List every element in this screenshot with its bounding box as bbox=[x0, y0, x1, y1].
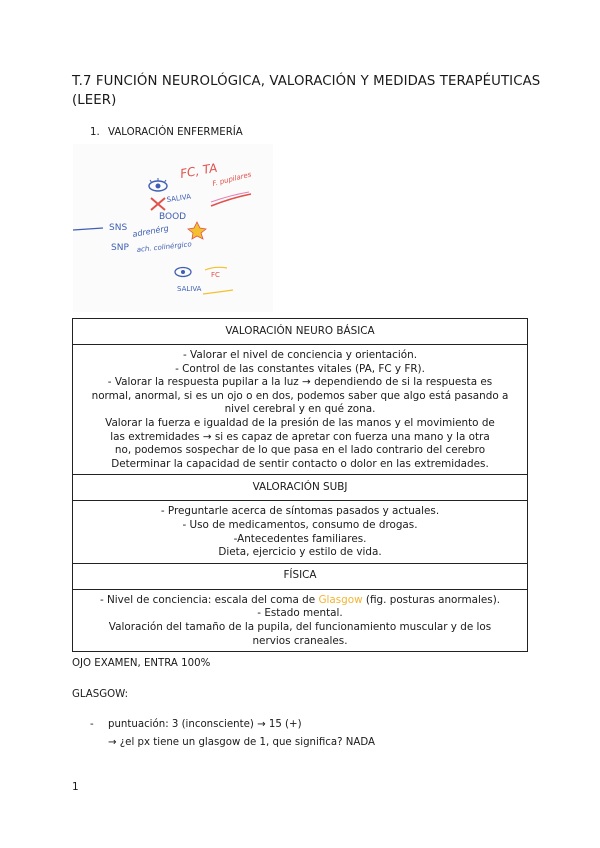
section-title: VALORACIÓN ENFERMERÍA bbox=[108, 127, 243, 138]
section-heading bbox=[90, 126, 243, 140]
table-header-subj: VALORACIÓN SUBJ bbox=[73, 475, 528, 501]
sketch-label-snp: SNP bbox=[111, 243, 129, 253]
glasgow-highlight: Glasgow bbox=[318, 593, 363, 606]
table-line: normal, anormal, si es un ojo o en dos, podemos saber que algo está pasando a bbox=[91, 389, 509, 402]
table-line: - Control de las constantes vitales (PA, FC y FR). bbox=[175, 362, 425, 375]
table-line: Determinar la capacidad de sentir contacto o dolor en las extremidades. bbox=[111, 457, 489, 470]
sketch-label-fc-bottom: FC bbox=[211, 271, 220, 279]
table-line: Valoración del tamaño de la pupila, del funcionamiento muscular y de los bbox=[108, 620, 492, 633]
table-line: nervios craneales. bbox=[252, 634, 348, 647]
fisica-line1-pre: - Nivel de conciencia: escala del coma de bbox=[99, 593, 319, 606]
document-title: T.7 FUNCIÓN NEUROLÓGICA, VALORACIÓN Y MEDIDAS TERAPÉUTICAS (LEER) bbox=[72, 74, 541, 108]
table-line: - Preguntarle acerca de síntomas pasados y actuales. bbox=[160, 505, 440, 518]
sketch-label-saliva-top: SALIVA bbox=[166, 192, 192, 204]
table-header-neuro: VALORACIÓN NEURO BÁSICA bbox=[73, 319, 528, 345]
glasgow-score-bullet: puntuación: 3 (inconsciente) → 15 (+) bbox=[108, 719, 302, 730]
table-line: Valorar la fuerza e igualdad de la presión de las manos y el movimiento de bbox=[105, 416, 495, 429]
assessment-table bbox=[72, 318, 528, 652]
table-cell-subj bbox=[73, 501, 528, 563]
exam-note: OJO EXAMEN, ENTRA 100% bbox=[72, 658, 211, 669]
sketch-label-sns: SNS bbox=[109, 223, 128, 233]
glasgow-heading: GLASGOW: bbox=[72, 689, 129, 700]
table-line: no, podemos sospechar de lo que pasa en el lado contrario del cerebro bbox=[114, 444, 486, 457]
fisica-line1-post: (fig. posturas anormales). bbox=[362, 593, 501, 606]
sketch-label-adrenerg: adrenérg bbox=[131, 223, 170, 239]
table-line: -Antecedentes familiares. bbox=[233, 532, 367, 545]
table-cell-neuro bbox=[73, 345, 528, 475]
table-line: Dieta, ejercicio y estilo de vida. bbox=[218, 546, 382, 559]
section-number: 1. bbox=[90, 127, 100, 138]
sketch-label-saliva-bottom: SALIVA bbox=[177, 285, 202, 293]
glasgow-question: → ¿el px tiene un glasgow de 1, que significa? NADA bbox=[108, 737, 375, 748]
sketch-label-bood: BOOD bbox=[159, 212, 187, 222]
handwritten-sketch bbox=[73, 144, 273, 312]
page-number: 1 bbox=[72, 781, 79, 793]
table-line: - Valorar la respuesta pupilar a la luz → dependiendo de si la respuesta es bbox=[107, 376, 493, 389]
sketch-label-fc-ta: FC, TA bbox=[179, 160, 219, 181]
sketch-label-colinergico: ach. colinérgico bbox=[136, 240, 193, 254]
table-line: - Estado mental. bbox=[257, 607, 343, 620]
table-line: - Uso de medicamentos, consumo de drogas. bbox=[182, 518, 418, 531]
table-cell-fisica bbox=[73, 589, 528, 651]
bullet-marker: - bbox=[90, 719, 94, 730]
table-line bbox=[79, 594, 521, 608]
table-line: - Valorar el nivel de conciencia y orientación. bbox=[183, 349, 417, 361]
table-header-fisica: FÍSICA bbox=[73, 563, 528, 589]
table-line: nivel cerebral y en qué zona. bbox=[224, 403, 376, 416]
sketch-label-pupilares: F. pupilares bbox=[211, 170, 253, 188]
table-line: las extremidades → si es capaz de apretar con fuerza una mano y la otra bbox=[110, 430, 490, 443]
